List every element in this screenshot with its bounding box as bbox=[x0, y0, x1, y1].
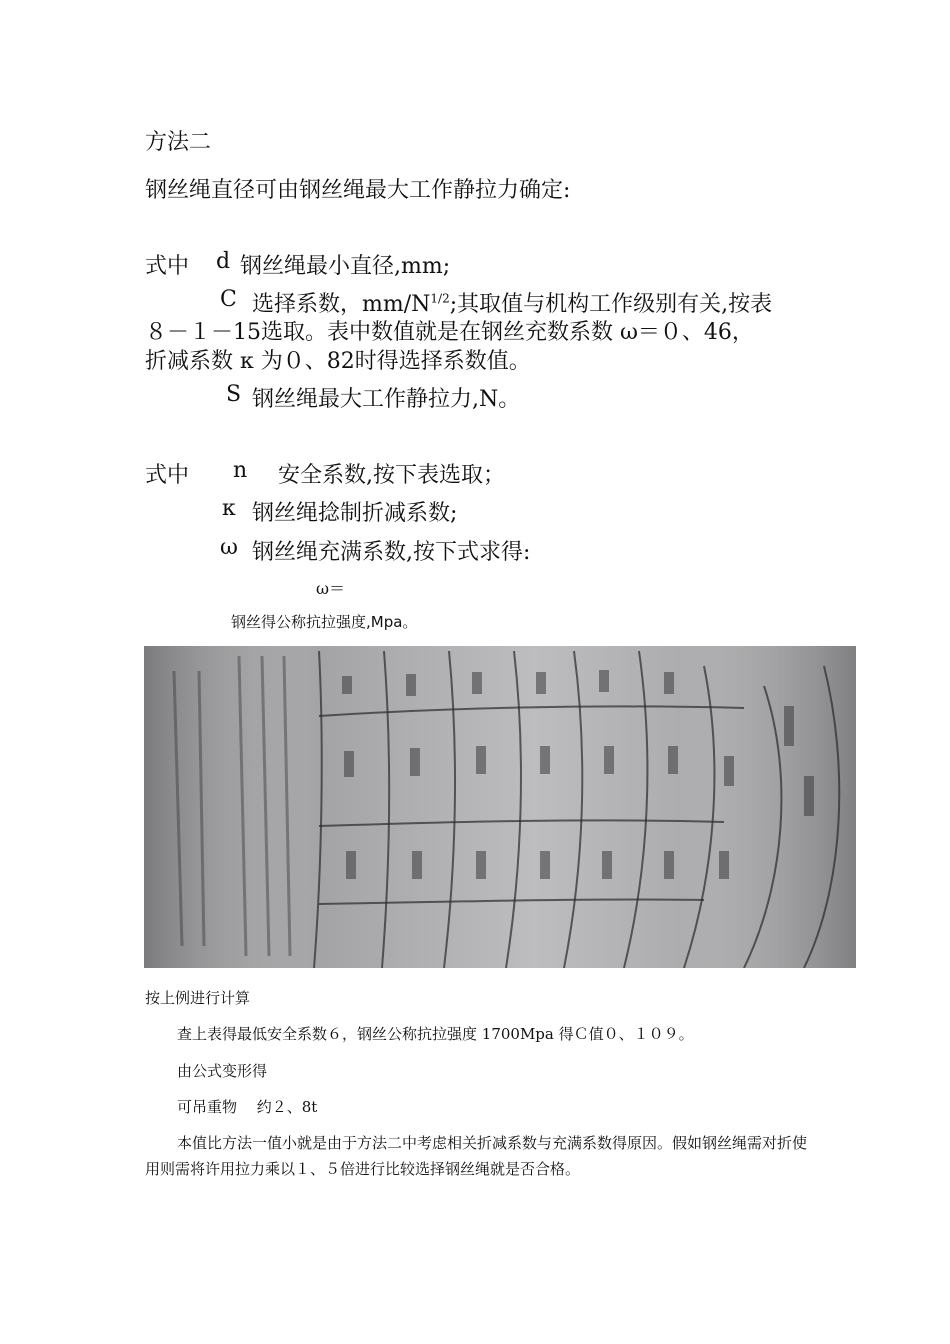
def2-n-symbol: n bbox=[233, 458, 248, 483]
table-photo bbox=[144, 646, 856, 968]
def1-c-line3: 折减系数 κ 为０、82时得选择系数值。 bbox=[145, 349, 531, 374]
def1-lead: 式中 bbox=[145, 254, 190, 279]
calc-line3: 可吊重物 约２、8t bbox=[177, 1098, 318, 1116]
def1-s-text: 钢丝绳最大工作静拉力,N。 bbox=[252, 387, 521, 412]
def1-c-line1 bbox=[252, 287, 772, 318]
calc-title: 按上例进行计算 bbox=[145, 989, 251, 1007]
strength-note: 钢丝得公称抗拉强度,Mpa。 bbox=[231, 613, 418, 631]
def1-c-line2: ８－１－15选取。表中数值就是在钢丝充数系数 ω＝０、46， bbox=[145, 320, 754, 345]
def2-k-symbol: κ bbox=[222, 496, 236, 521]
calc-line1: 查上表得最低安全系数６，钢丝公称抗拉强度 1700Mpa 得Ｃ值０、１０９。 bbox=[177, 1025, 694, 1043]
def2-w-symbol: ω bbox=[220, 535, 238, 560]
def1-c-symbol: C bbox=[220, 287, 237, 312]
def1-c-text-b: ;其取值与机构工作级别有关,按表 bbox=[449, 292, 773, 317]
def1-s-symbol: S bbox=[226, 382, 242, 407]
def1-c-text-a: 选择系数，mm/N bbox=[252, 292, 431, 317]
omega-equation: ω＝ bbox=[316, 579, 346, 598]
table-photo-image bbox=[144, 646, 856, 968]
def2-w-text: 钢丝绳充满系数,按下式求得: bbox=[252, 540, 531, 565]
section-heading: 方法二 bbox=[145, 130, 212, 155]
def1-d-text: 钢丝绳最小直径,mm; bbox=[240, 254, 451, 279]
def2-lead: 式中 bbox=[145, 463, 190, 488]
calc-line2: 由公式变形得 bbox=[177, 1062, 268, 1080]
def2-n-text: 安全系数,按下表选取； bbox=[278, 463, 505, 488]
def2-k-text: 钢丝绳捻制折减系数; bbox=[252, 501, 458, 526]
def1-d-symbol: d bbox=[216, 249, 231, 274]
intro-text: 钢丝绳直径可由钢丝绳最大工作静拉力确定: bbox=[145, 178, 571, 203]
def1-c-superscript: 1/2 bbox=[430, 291, 450, 306]
calc-paragraph: 本值比方法一值小就是由于方法二中考虑相关折减系数与充满系数得原因。假如钢丝绳需对折使用则需将许用拉力乘以１、５倍进行比较选择钢丝绳就是否合格。 bbox=[145, 1134, 808, 1178]
